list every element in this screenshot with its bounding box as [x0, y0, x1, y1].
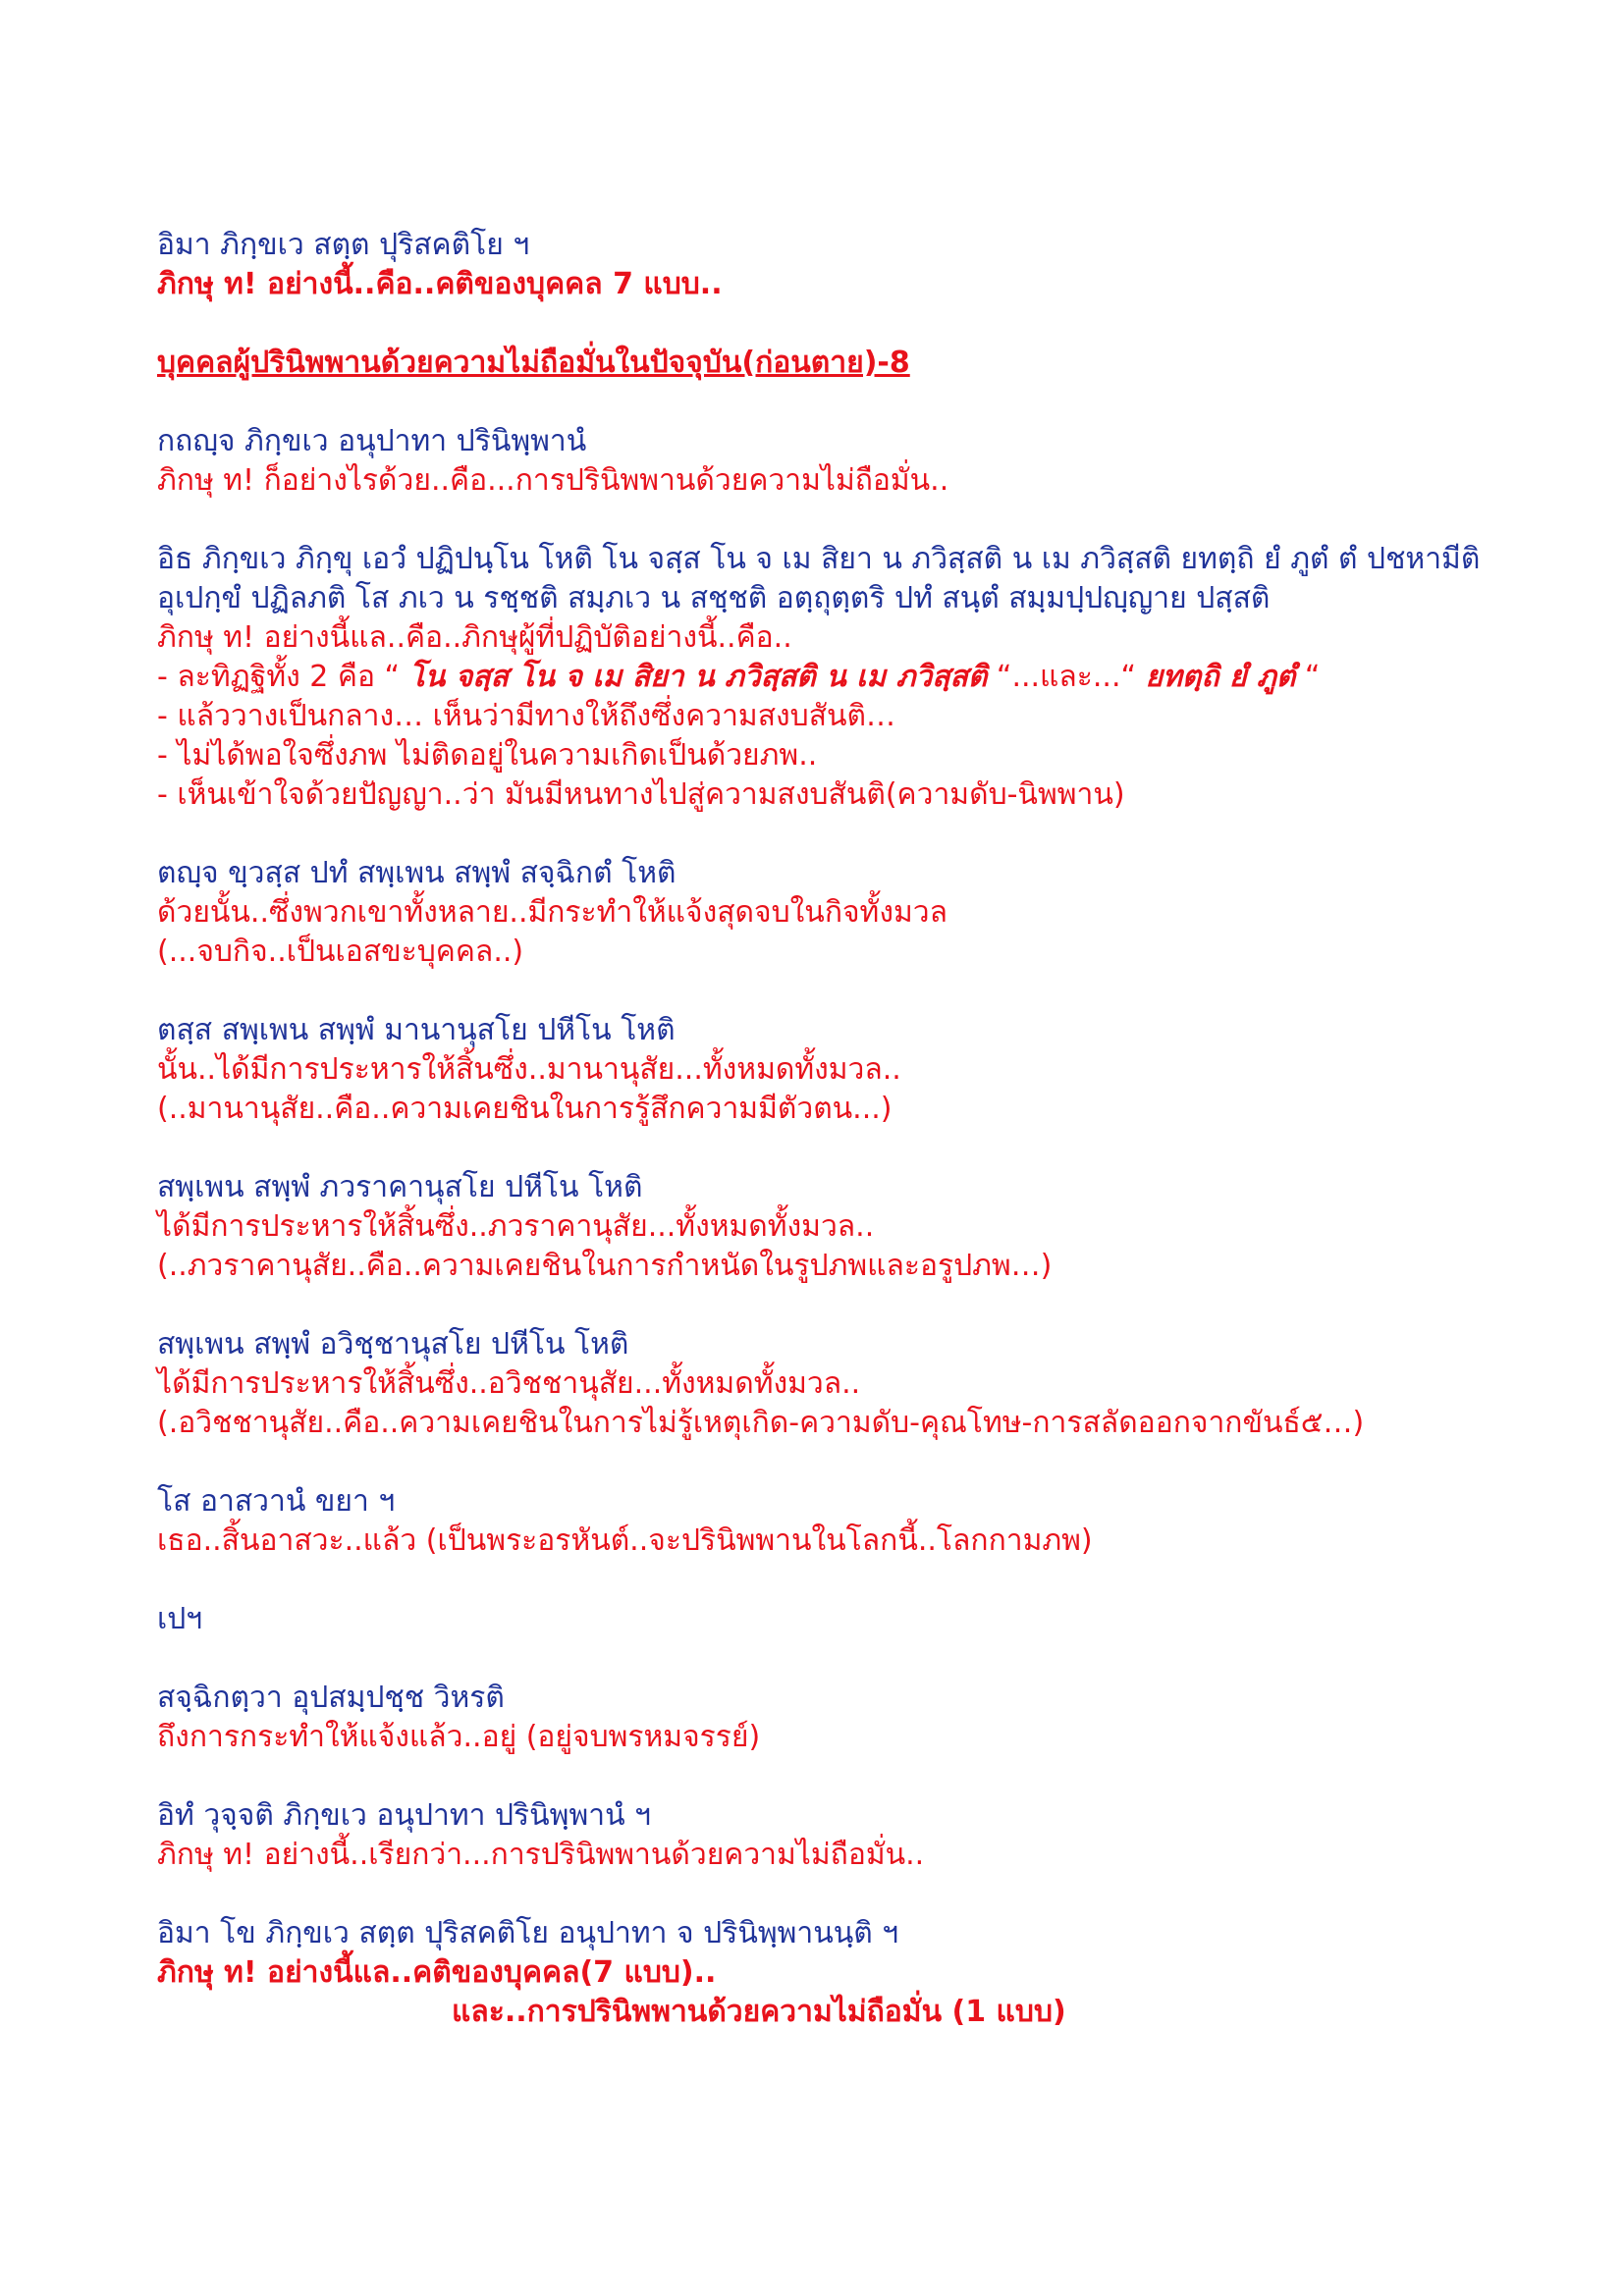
- p6-thai-line2: (.อวิชชานุสัย..คือ..ความเคยชินในการไม่รู้เหตุเกิด-ความดับ-คุณโทษ-การสลัดออกจากขันธ์๕…): [157, 1406, 1365, 1440]
- p10-pali: อิมา โข ภิกฺขเว สตฺต ปุริสคติโย อนุปาทา จ ปรินิพฺพานนฺติ ฯ: [157, 1916, 899, 1950]
- p5-thai-line1: ได้มีการประหารให้สิ้นซึ่ง..ภวราคานุสัย...ทั้งหมดทั้งมวล..: [157, 1209, 875, 1244]
- p3-thai-line2: (...จบกิจ..เป็นเอสขะบุคคล..): [157, 934, 524, 969]
- p2-pali-line2: อุเปกฺขํ ปฏิลภติ โส ภเว น รชฺชติ สมฺภเว น สชฺชติ อตฺถุตฺตริ ปทํ สนฺตํ สมฺมปฺปญฺญาย ปสฺสติ: [157, 581, 1271, 615]
- p2-bullet-3: - ไม่ได้พอใจซึ่งภพ ไม่ติดอยู่ในความเกิดเป็นด้วยภพ..: [157, 738, 818, 773]
- p2-bullet-4: - เห็นเข้าใจด้วยปัญญา..ว่า มันมีหนทางไปสู่ความสงบสันติ(ความดับ-นิพพาน): [157, 777, 1125, 812]
- p2-bullet-2: - แล้ววางเป็นกลาง… เห็นว่ามีทางให้ถึงซึ่งความสงบสันติ…: [157, 699, 896, 733]
- p10-thai-line1: ภิกษุ ท! อย่างนี้แล..คติของบุคคล(7 แบบ)..: [157, 1955, 717, 1990]
- p5-pali: สพฺเพน สพฺพํ ภวราคานุสโย ปหีโน โหติ: [157, 1170, 643, 1204]
- p5-thai-line2: (..ภวราคานุสัย..คือ..ความเคยชินในการกำหนัดในรูปภพและอรูปภพ…): [157, 1249, 1053, 1283]
- p2-bullet-1: [157, 658, 1532, 697]
- p2-bullet-1-mid: “...และ...“: [987, 660, 1146, 694]
- p3-thai-line1: ด้วยนั้น..ซึ่งพวกเขาทั้งหลาย..มีกระทำให้แจ้งสุดจบในกิจทั้งมวล: [157, 895, 947, 930]
- section-title: บุคคลผู้ปรินิพพานด้วยความไม่ถือมั่นในปัจจุบัน(ก่อนตาย)-8: [157, 346, 910, 380]
- document-page: [157, 226, 1532, 2032]
- p7-thai: เธอ..สิ้นอาสวะ..แล้ว (เป็นพระอรหันต์..จะปรินิพพานในโลกนี้..โลกกามภพ): [157, 1523, 1093, 1558]
- p2-pali-line1: อิธ ภิกฺขเว ภิกฺขุ เอวํ ปฏิปนฺโน โหติ โน จสฺส โน จ เม สิยา น ภวิสฺสติ น เม ภวิสฺสติ ยทตฺถิ ยํ ภูตํ ตํ ปชหามีติ: [157, 542, 1481, 576]
- p2-bullet-1-end: “: [1295, 660, 1321, 694]
- p2-thai-line1: ภิกษุ ท! อย่างนี้แล..คือ..ภิกษุผู้ที่ปฏิบัติอย่างนี้..คือ..: [157, 620, 792, 655]
- p6-thai-line1: ได้มีการประหารให้สิ้นซึ่ง..อวิชชานุสัย...ทั้งหมดทั้งมวล..: [157, 1366, 861, 1401]
- p2-bullet-1-quote2: ยทตฺถิ ยํ ภูตํ: [1145, 660, 1296, 694]
- p2-bullet-1-quote1: โน จสฺส โน จ เม สิยา น ภวิสฺสติ น เม ภวิสฺสติ: [408, 660, 988, 694]
- p7-pali: โส อาสวานํ ขยา ฯ: [157, 1484, 396, 1519]
- p10-thai-line2: และ..การปรินิพพานด้วยความไม่ถือมั่น (1 แบบ): [452, 1995, 1066, 2029]
- p1-thai: ภิกษุ ท! ก็อย่างไรด้วย..คือ...การปรินิพพานด้วยความไม่ถือมั่น..: [157, 463, 949, 498]
- p8-pali: สจฺฉิกตฺวา อุปสมฺปชฺช วิหรติ: [157, 1681, 505, 1715]
- p4-pali: ตสฺส สพฺเพน สพฺพํ มานานุสโย ปหีโน โหติ: [157, 1013, 676, 1047]
- p4-thai-line1: นั้น..ได้มีการประหารให้สิ้นซึ่ง..มานานุสัย...ทั้งหมดทั้งมวล..: [157, 1052, 901, 1087]
- p9-thai: ภิกษุ ท! อย่างนี้..เรียกว่า...การปรินิพพานด้วยความไม่ถือมั่น..: [157, 1838, 925, 1872]
- p2-bullet-1-pre: - ละทิฏฐิทั้ง 2 คือ “: [157, 660, 409, 694]
- p6-pali: สพฺเพน สพฺพํ อวิชฺชานุสโย ปหีโน โหติ: [157, 1327, 629, 1362]
- p9-pali: อิทํ วุจฺจติ ภิกฺขเว อนุปาทา ปรินิพฺพานํ ฯ: [157, 1798, 651, 1833]
- p8-thai: ถึงการกระทำให้แจ้งแล้ว..อยู่ (อยู่จบพรหมจรรย์): [157, 1720, 761, 1754]
- p3-pali: ตญฺจ ขฺวสฺส ปทํ สพฺเพน สพฺพํ สจฺฉิกตํ โหติ: [157, 856, 677, 890]
- pe-marker: เปฯ: [157, 1602, 203, 1636]
- intro-pali: อิมา ภิกฺขเว สตฺต ปุริสคติโย ฯ: [157, 228, 530, 262]
- p1-pali: กถญฺจ ภิกฺขเว อนุปาทา ปรินิพฺพานํ: [157, 424, 587, 458]
- intro-thai: ภิกษุ ท! อย่างนี้..คือ..คติของบุคคล 7 แบบ..: [157, 267, 723, 301]
- p4-thai-line2: (..มานานุสัย..คือ..ความเคยชินในการรู้สึกความมีตัวตน...): [157, 1092, 893, 1126]
